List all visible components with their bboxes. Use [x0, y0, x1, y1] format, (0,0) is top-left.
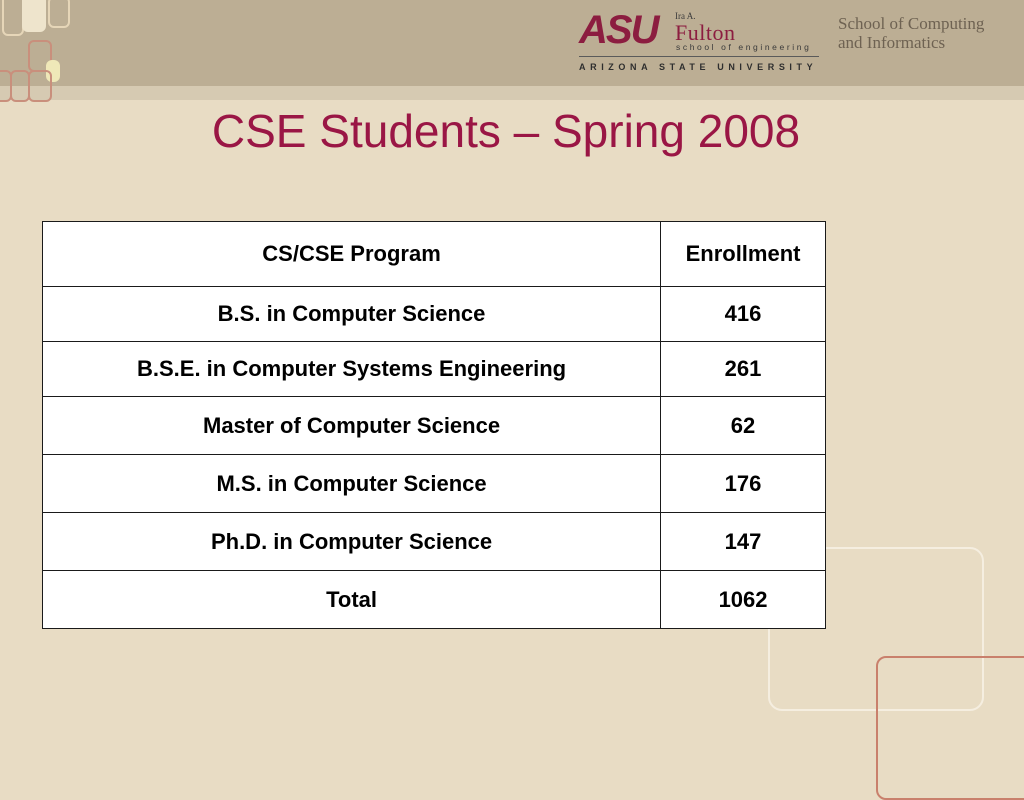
table-total-row	[43, 571, 826, 629]
logo-school-of-engineering: school of engineering	[676, 42, 812, 52]
enrollment-cell: 62	[661, 397, 826, 455]
enrollment-cell: 176	[661, 455, 826, 513]
column-header-program: CS/CSE Program	[43, 222, 661, 287]
program-cell: Ph.D. in Computer Science	[43, 513, 661, 571]
logo-university-name: ARIZONA STATE UNIVERSITY	[579, 62, 818, 72]
total-label-cell: Total	[43, 571, 661, 629]
logo-ira-text: Ira A.	[675, 11, 696, 21]
program-cell: M.S. in Computer Science	[43, 455, 661, 513]
logo-fulton-text: Fulton	[675, 20, 736, 45]
decorative-square	[10, 70, 30, 102]
school-name	[838, 14, 984, 52]
decorative-square	[28, 70, 52, 102]
decorative-square	[48, 0, 70, 28]
enrollment-table	[42, 221, 826, 629]
school-name-line1: School of Computing	[838, 14, 985, 33]
school-name-line2: and Informatics	[838, 33, 946, 52]
decorative-square	[2, 0, 24, 36]
table-row	[43, 513, 826, 571]
table-row	[43, 455, 826, 513]
logo-divider	[579, 56, 819, 57]
decorative-square	[876, 656, 1024, 800]
table-row	[43, 287, 826, 342]
table-header-row	[43, 222, 826, 287]
table-row	[43, 342, 826, 397]
table-row	[43, 397, 826, 455]
asu-logo: ASU	[579, 8, 658, 52]
enrollment-cell: 261	[661, 342, 826, 397]
decorative-square	[22, 0, 46, 32]
slide-title: CSE Students – Spring 2008	[211, 105, 801, 157]
enrollment-cell: 147	[661, 513, 826, 571]
header-rule	[0, 86, 1024, 100]
program-cell: Master of Computer Science	[43, 397, 661, 455]
column-header-enrollment: Enrollment	[661, 222, 826, 287]
total-value-cell: 1062	[661, 571, 826, 629]
program-cell: B.S.E. in Computer Systems Engineering	[43, 342, 661, 397]
enrollment-cell: 416	[661, 287, 826, 342]
program-cell: B.S. in Computer Science	[43, 287, 661, 342]
